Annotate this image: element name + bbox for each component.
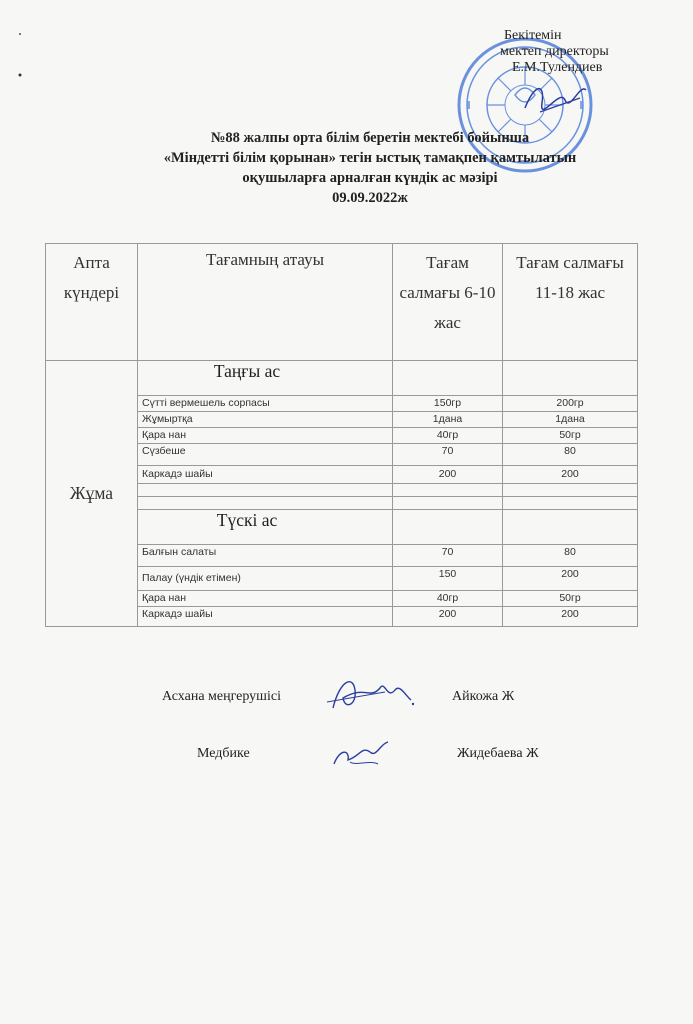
dish-name: Қара нан [138, 428, 393, 444]
table-header-row [46, 244, 638, 361]
approval-position: мектеп директоры [500, 44, 609, 59]
nurse-name: Жидебаева Ж [457, 746, 539, 761]
weight-11-18: 50гр [503, 591, 638, 607]
header-day: Апта күндері [46, 244, 138, 361]
document-title [90, 128, 650, 208]
dish-name: Каркадэ шайы [138, 466, 393, 484]
dish-name: Сүтті вермешель сорпасы [138, 396, 393, 412]
weight-11-18: 80 [503, 444, 638, 466]
nurse-signature [330, 738, 400, 773]
weight-6-10: 150 [393, 567, 503, 591]
header-dish: Тағамның атауы [138, 244, 393, 361]
head-name: Айкожа Ж [452, 689, 515, 704]
weight-11-18: 200 [503, 607, 638, 627]
weight-11-18: 1дана [503, 412, 638, 428]
dish-name: Каркадэ шайы [138, 607, 393, 627]
dish-name: Жұмыртқа [138, 412, 393, 428]
dish-name: Балғын салаты [138, 545, 393, 567]
nurse-role-label: Медбике [197, 746, 250, 761]
weight-6-10: 1дана [393, 412, 503, 428]
dish-name: Сүзбеше [138, 444, 393, 466]
scan-marks [18, 30, 22, 90]
weight-11-18: 200 [503, 567, 638, 591]
approval-director-name: Е.М.Тулендиев [512, 60, 603, 75]
title-line-1: №88 жалпы орта білім беретін мектебі бойынша [210, 130, 530, 146]
lunch-label: Түскі ас [138, 510, 393, 545]
weight-6-10: 40гр [393, 591, 503, 607]
weight-6-10: 70 [393, 545, 503, 567]
header-weight-11-18: Тағам салмағы 11-18 жас [503, 244, 638, 361]
weight-11-18: 200гр [503, 396, 638, 412]
approval-heading: Бекітемін [504, 28, 562, 43]
header-weight-6-10: Тағам салмағы 6-10 жас [393, 244, 503, 361]
menu-table [45, 243, 638, 627]
director-signature [520, 78, 590, 118]
dish-name: Қара нан [138, 591, 393, 607]
day-cell: Жұма [46, 361, 138, 627]
weight-11-18: 80 [503, 545, 638, 567]
weight-6-10: 70 [393, 444, 503, 466]
title-date: 09.09.2022ж [332, 190, 408, 206]
weight-11-18: 200 [503, 466, 638, 484]
weight-6-10: 200 [393, 466, 503, 484]
weight-6-10: 40гр [393, 428, 503, 444]
approval-block [500, 28, 650, 76]
dish-name: Палау (үндік етімен) [138, 567, 393, 591]
title-line-2: «Міндетті білім қорынан» тегін ыстық тамақпен қамтылатын [163, 150, 577, 166]
weight-6-10: 150гр [393, 396, 503, 412]
breakfast-row [46, 361, 638, 396]
head-role-label: Асхана меңгерушісі [162, 689, 281, 704]
breakfast-label: Таңғы ас [138, 361, 393, 396]
weight-11-18: 50гр [503, 428, 638, 444]
weight-6-10: 200 [393, 607, 503, 627]
head-signature [325, 670, 420, 715]
title-line-3: оқушыларға арналған күндік ас мәзірі [242, 170, 498, 186]
